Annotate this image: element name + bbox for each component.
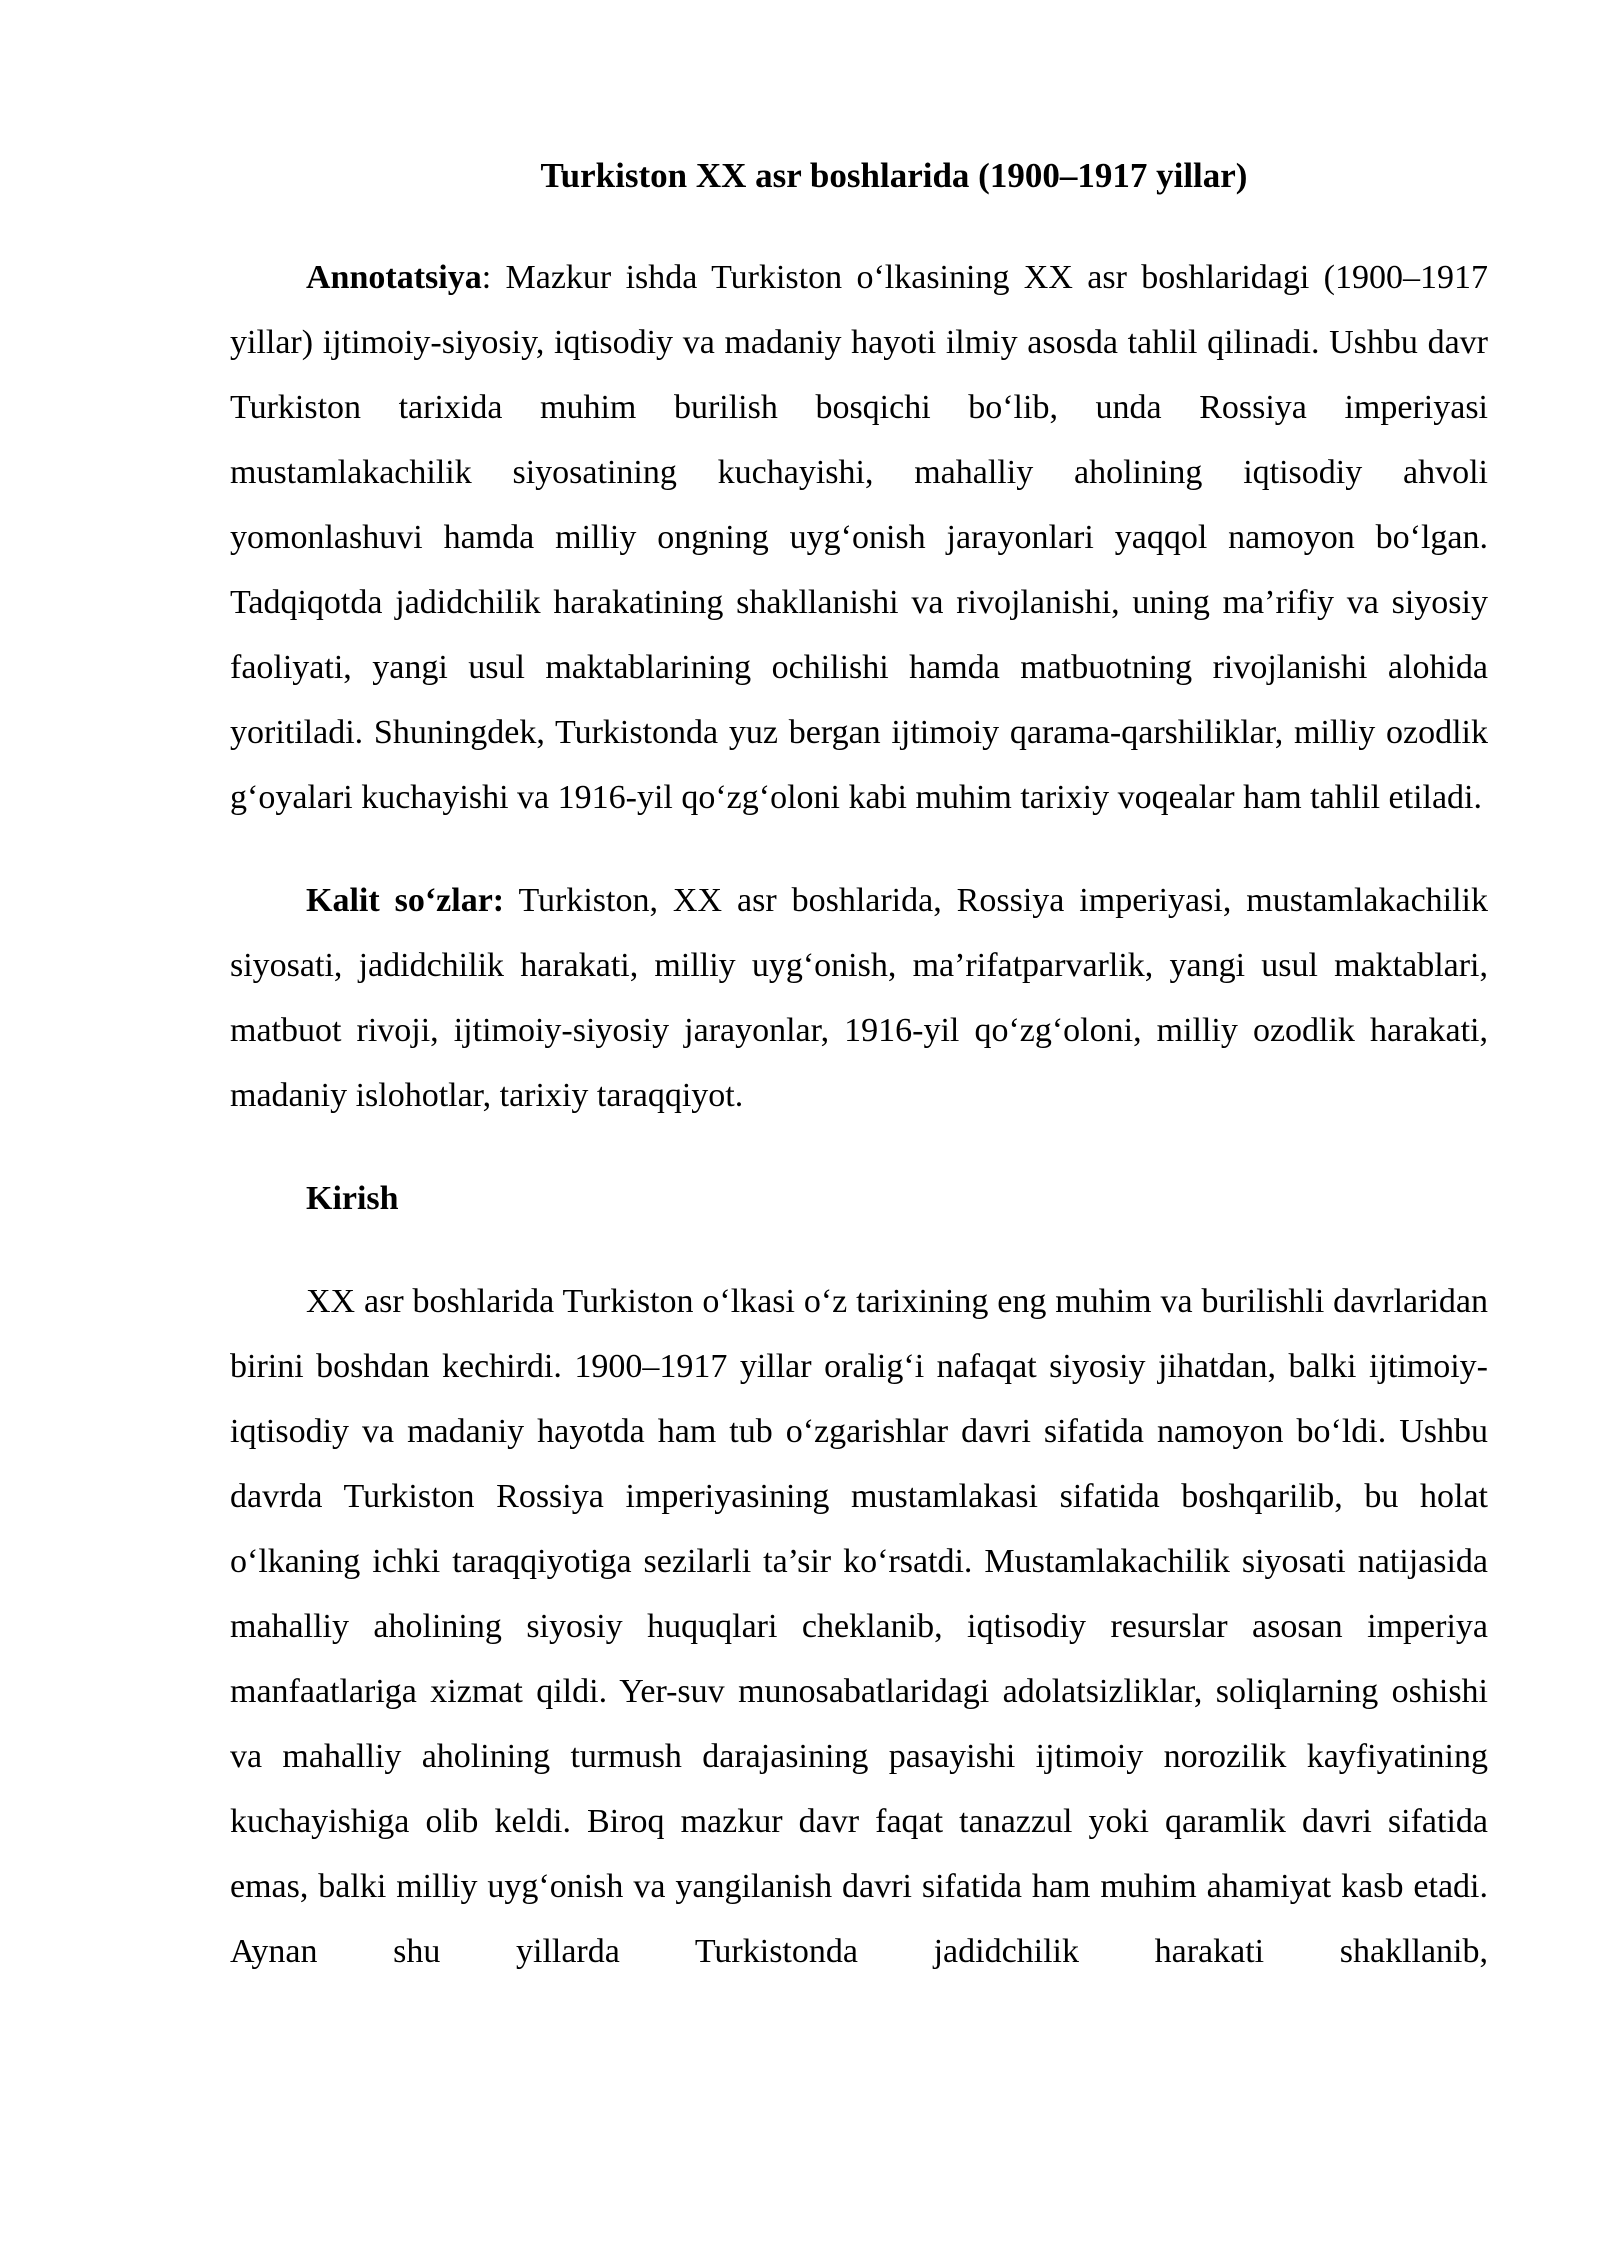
annotation-label: Annotatsiya — [306, 259, 482, 296]
intro-heading: Kirish — [306, 1180, 399, 1217]
annotation-separator: : — [481, 259, 492, 296]
annotation-paragraph — [230, 245, 1488, 830]
keywords-label: Kalit so‘zlar: — [306, 882, 505, 919]
document-body — [230, 145, 1488, 1984]
keywords-paragraph — [230, 868, 1488, 1128]
intro-paragraph: XX asr boshlarida Turkiston o‘lkasi o‘z tarixining eng muhim va burilishli davrlaridan birini boshdan kechirdi. 1900–1917 yillar oralig‘i nafaqat siyosiy jihatdan, balki ijtimoiy-iqtisodiy va madaniy hayotda ham tub o‘zgarishlar davri sifatida namoyon bo‘ldi. Ushbu davrda Turkiston Rossiya imperiyasining mustamlakasi sifatida boshqarilib, bu holat o‘lkaning ichki taraqqiyotiga sezilarli ta’sir ko‘rsatdi. Mustamlakachilik siyosati natijasida mahalliy aholining siyosiy huquqlari cheklanib, iqtisodiy resurslar asosan imperiya manfaatlariga xizmat qildi. Yer-suv munosabatlaridagi adolatsizliklar, soliqlarning oshishi va mahalliy aholining turmush darajasining pasayishi ijtimoiy norozilik kayfiyatining kuchayishiga olib keldi. Biroq mazkur davr faqat tanazzul yoki qaramlik davri sifatida emas, balki milliy uyg‘onish va yangilanish davri sifatida ham muhim ahamiyat kasb etadi. Aynan shu yillarda Turkistonda jadidchilik harakati shakllanib, — [230, 1283, 1488, 1970]
document-title: Turkiston XX asr boshlarida (1900–1917 yillar) — [540, 156, 1248, 195]
keywords-text: Turkiston, XX asr boshlarida, Rossiya imperiyasi, mustamlakachilik siyosati, jadidchilik harakati, milliy uyg‘onish, ma’rifatparvarlik, yangi usul maktablari, matbuot rivoji, ijtimoiy-siyosiy jarayonlar, 1916-yil qo‘zg‘oloni, milliy ozodlik harakati, madaniy islohotlar, tarixiy taraqqiyot. — [230, 882, 1488, 1114]
annotation-text: Mazkur ishda Turkiston o‘lkasining XX asr boshlaridagi (1900–1917 yillar) ijtimoiy-siyosiy, iqtisodiy va madaniy hayoti ilmiy asosda tahlil qilinadi. Ushbu davr Turkiston tarixida muhim burilish bosqichi bo‘lib, unda Rossiya imperiyasi mustamlakachilik siyosatining kuchayishi, mahalliy aholining iqtisodiy ahvoli yomonlashuvi hamda milliy ongning uyg‘onish jarayonlari yaqqol namoyon bo‘lgan. Tadqiqotda jadidchilik harakatining shakllanishi va rivojlanishi, uning ma’rifiy va siyosiy faoliyati, yangi usul maktablarining ochilishi hamda matbuotning rivojlanishi alohida yoritiladi. Shuningdek, Turkistonda yuz bergan ijtimoiy qarama-qarshiliklar, milliy ozodlik g‘oyalari kuchayishi va 1916-yil qo‘zg‘oloni kabi muhim tarixiy voqealar ham tahlil etiladi. — [230, 259, 1488, 816]
